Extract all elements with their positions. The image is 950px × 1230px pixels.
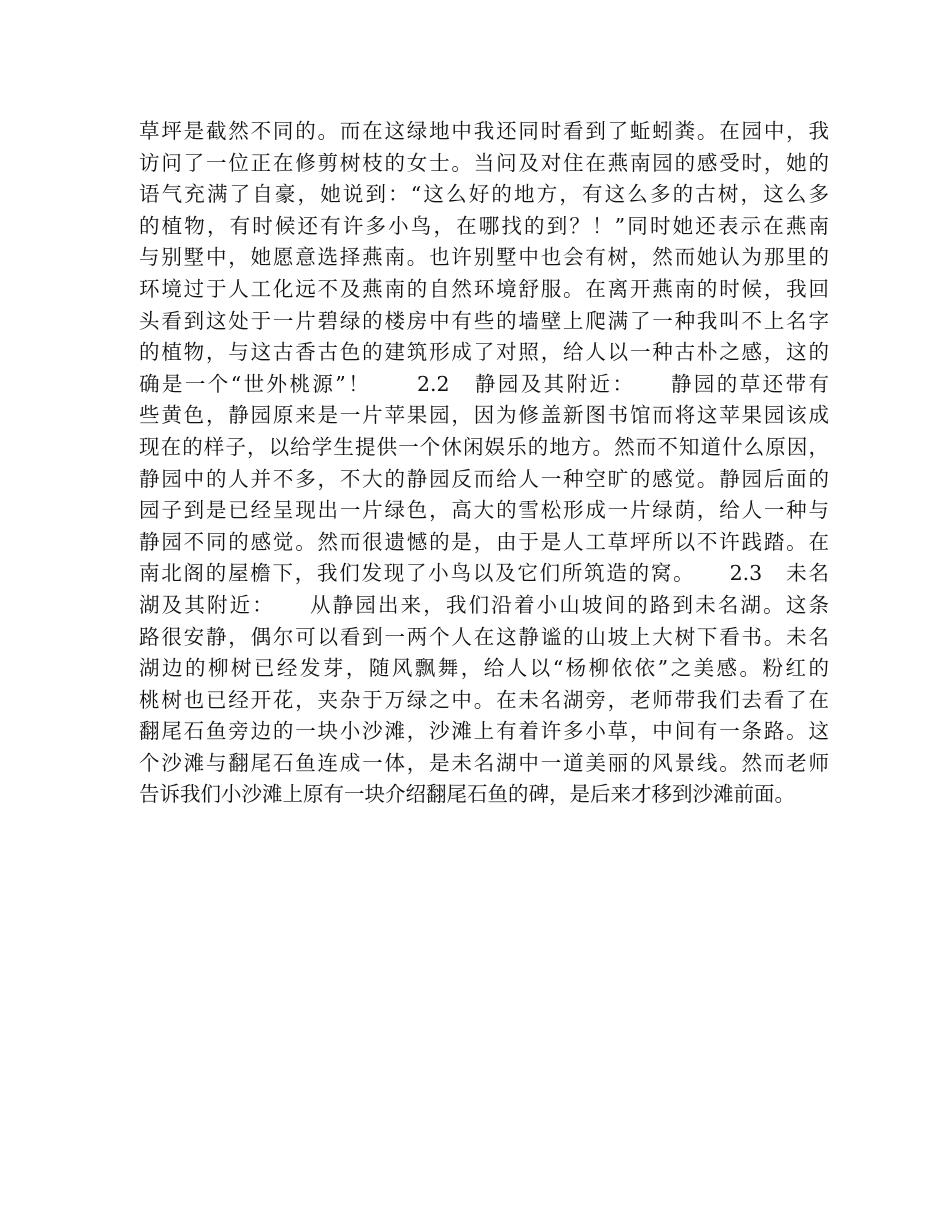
text-line: 路很安静，偶尔可以看到一两个人在这静谧的山坡上大树下看书。未名 — [139, 624, 829, 649]
text-line: 个沙滩与翻尾石鱼连成一体，是未名湖中一道美丽的风景线。然而老师 — [139, 750, 829, 775]
text-line: 草坪是截然不同的。而在这绿地中我还同时看到了蚯蚓粪。在园中，我 — [139, 119, 829, 143]
body-text — [139, 116, 829, 811]
text-line: 确是一个“世外桃源”！ 2.2 静园及其附近： 静园的草还带有 — [139, 371, 829, 396]
text-line: 桃树也已经开花，夹杂于万绿之中。在未名湖旁，老师带我们去看了在 — [139, 687, 829, 712]
text-line: 湖边的柳树已经发芽，随风飘舞，给人以“杨柳依依”之美感。粉红的 — [139, 656, 829, 681]
text-line: 些黄色，静园原来是一片苹果园，因为修盖新图书馆而将这苹果园该成 — [139, 403, 829, 428]
text-line: 南北阁的屋檐下，我们发现了小鸟以及它们所筑造的窝。 2.3 未名 — [139, 561, 829, 586]
text-line: 的植物，有时候还有许多小鸟，在哪找的到？！”同时她还表示在燕南 — [139, 213, 829, 238]
text-line: 的植物，与这古香古色的建筑形成了对照，给人以一种古朴之感，这的 — [139, 340, 829, 365]
text-line: 湖及其附近： 从静园出来，我们沿着小山坡间的路到未名湖。这条 — [139, 592, 829, 617]
text-line: 告诉我们小沙滩上原有一块介绍翻尾石鱼的碑，是后来才移到沙滩前面。 — [139, 782, 795, 807]
text-line: 现在的样子，以给学生提供一个休闲娱乐的地方。然而不知道什么原因， — [139, 434, 829, 459]
text-line: 翻尾石鱼旁边的一块小沙滩，沙滩上有着许多小草，中间有一条路。这 — [139, 719, 829, 744]
text-line: 访问了一位正在修剪树枝的女士。当问及对住在燕南园的感受时，她的 — [139, 150, 829, 175]
text-line: 与别墅中，她愿意选择燕南。也许别墅中也会有树，然而她认为那里的 — [139, 245, 829, 270]
text-line: 语气充满了自豪，她说到：“这么好的地方，有这么多的古树，这么多 — [139, 182, 829, 207]
text-line: 园子到是已经呈现出一片绿色，高大的雪松形成一片绿荫，给人一种与 — [139, 498, 829, 523]
text-line: 头看到这处于一片碧绿的楼房中有些的墙壁上爬满了一种我叫不上名字 — [139, 308, 829, 333]
text-line: 静园不同的感觉。然而很遗憾的是，由于是人工草坪所以不许践踏。在 — [139, 529, 829, 554]
text-line: 环境过于人工化远不及燕南的自然环境舒服。在离开燕南的时候，我回 — [139, 276, 829, 301]
text-line: 静园中的人并不多，不大的静园反而给人一种空旷的感觉。静园后面的 — [139, 466, 829, 491]
